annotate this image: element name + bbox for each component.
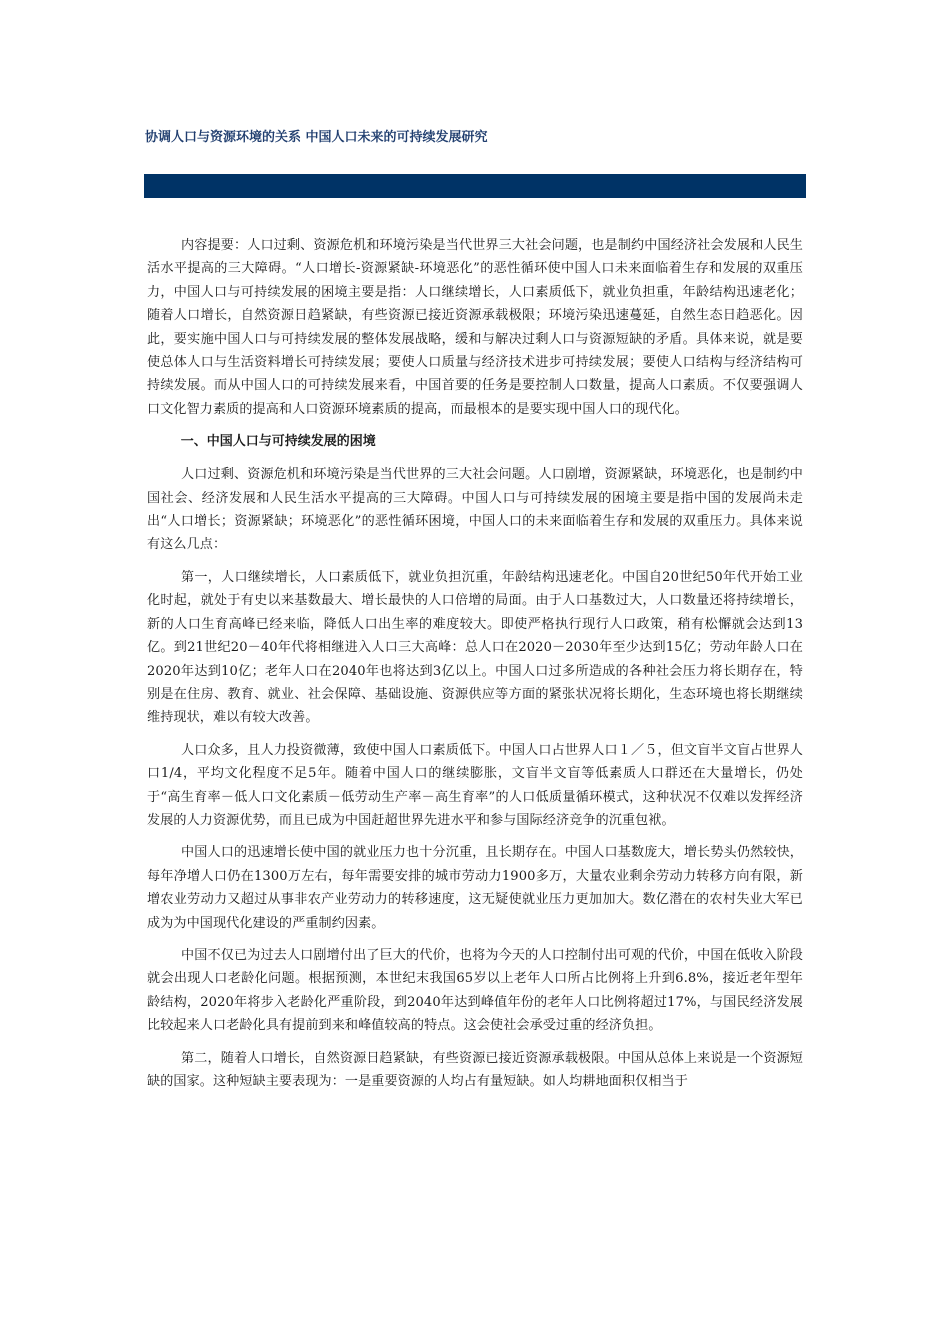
title-banner-bar: [144, 174, 806, 198]
document-body: [147, 234, 803, 1102]
body-paragraph: 中国不仅已为过去人口剧增付出了巨大的代价，也将为今天的人口控制付出可观的代价，中国在低收入阶段就会出现人口老龄化问题。根据预测，本世纪末我国65岁以上老年人口所占比例将上升到6.8%，接近老年型年龄结构，2020年将步入老龄化严重阶段，到2040年达到峰值年份的老年人口比例将超过17%，与国民经济发展比较起来人口老龄化具有提前到来和峰值较高的特点。这会使社会承受过重的经济负担。: [147, 947, 803, 1034]
body-paragraph: 第一，人口继续增长，人口素质低下，就业负担沉重，年龄结构迅速老化。中国自20世纪50年代开始工业化时起，就处于有史以来基数最大、增长最快的人口倍增的局面。由于人口基数过大，人口数量还将持续增长，新的人口生育高峰已经来临，降低人口出生率的难度较大。即使严格执行现行人口政策，稍有松懈就会达到13亿。到21世纪20－40年代将相继进入人口三大高峰：总人口在2020－2030年至少达到15亿；劳动年龄人口在2020年达到10亿；老年人口在2040年也将达到3亿以上。中国人口过多所造成的各种社会压力将长期存在，特别是在住房、教育、就业、社会保障、基础设施、资源供应等方面的紧张状况将长期化，生态环境也将长期继续维持现状，难以有较大改善。: [147, 569, 803, 726]
section-heading: 一、中国人口与可持续发展的困境: [180, 434, 376, 450]
body-paragraph: 人口众多，且人力投资微薄，致使中国人口素质低下。中国人口占世界人口１／５，但文盲半文盲占世界人口1/4，平均文化程度不足5年。随着中国人口的继续膨胀，文盲半文盲等低素质人口群还在大量增长，仍处于“高生育率－低人口文化素质－低劳动生产率－高生育率”的人口低质量循环模式，这种状况不仅难以发挥经济发展的人力资源优势，而且已成为中国赶超世界先进水平和参与国际经济竞争的沉重包袱。: [147, 742, 803, 828]
body-paragraph: 中国人口的迅速增长使中国的就业压力也十分沉重，且长期存在。中国人口基数庞大，增长势头仍然较快，每年净增人口仍在1300万左右，每年需要安排的城市劳动力1900多万，大量农业剩余劳动力转移方向有限，新增农业劳动力又超过从事非农产业劳动力的转移速度，这无疑使就业压力更加加大。数亿潜在的农村失业大军已成为为中国现代化建设的严重制约因素。: [147, 845, 803, 931]
document-title: 协调人口与资源环境的关系 中国人口未来的可持续发展研究: [145, 130, 488, 145]
abstract-paragraph: 内容提要：人口过剩、资源危机和环境污染是当代世界三大社会问题，也是制约中国经济社会发展和人民生活水平提高的三大障碍。“人口增长-资源紧缺-环境恶化”的恶性循环使中国人口未来面临着生存和发展的双重压力，中国人口与可持续发展的困境主要是指：人口继续增长，人口素质低下，就业负担重，年龄结构迅速老化；随着人口增长，自然资源日趋紧缺，有些资源已接近资源承载极限；环境污染迅速蔓延，自然生态日趋恶化。因此，要实施中国人口与可持续发展的整体发展战略，缓和与解决过剩人口与资源短缺的矛盾。具体来说，就是要使总体人口与生活资料增长可持续发展；要使人口质量与经济技术进步可持续发展；要使人口结构与经济结构可持续发展。而从中国人口的可持续发展来看，中国首要的任务是要控制人口数量，提高人口素质。不仅要强调人口文化智力素质的提高和人口资源环境素质的提高，而最根本的是要实现中国人口的现代化。: [147, 238, 803, 417]
body-paragraph: 人口过剩、资源危机和环境污染是当代世界的三大社会问题。人口剧增，资源紧缺，环境恶化，也是制约中国社会、经济发展和人民生活水平提高的三大障碍。中国人口与可持续发展的困境主要是指中国的发展尚未走出“人口增长；资源紧缺；环境恶化”的恶性循环困境，中国人口的未来面临着生存和发展的双重压力。具体来说有这么几点：: [147, 467, 803, 553]
body-paragraph: 第二，随着人口增长，自然资源日趋紧缺，有些资源已接近资源承载极限。中国从总体上来说是一个资源短缺的国家。这种短缺主要表现为：一是重要资源的人均占有量短缺。如人均耕地面积仅相当于: [147, 1050, 803, 1089]
